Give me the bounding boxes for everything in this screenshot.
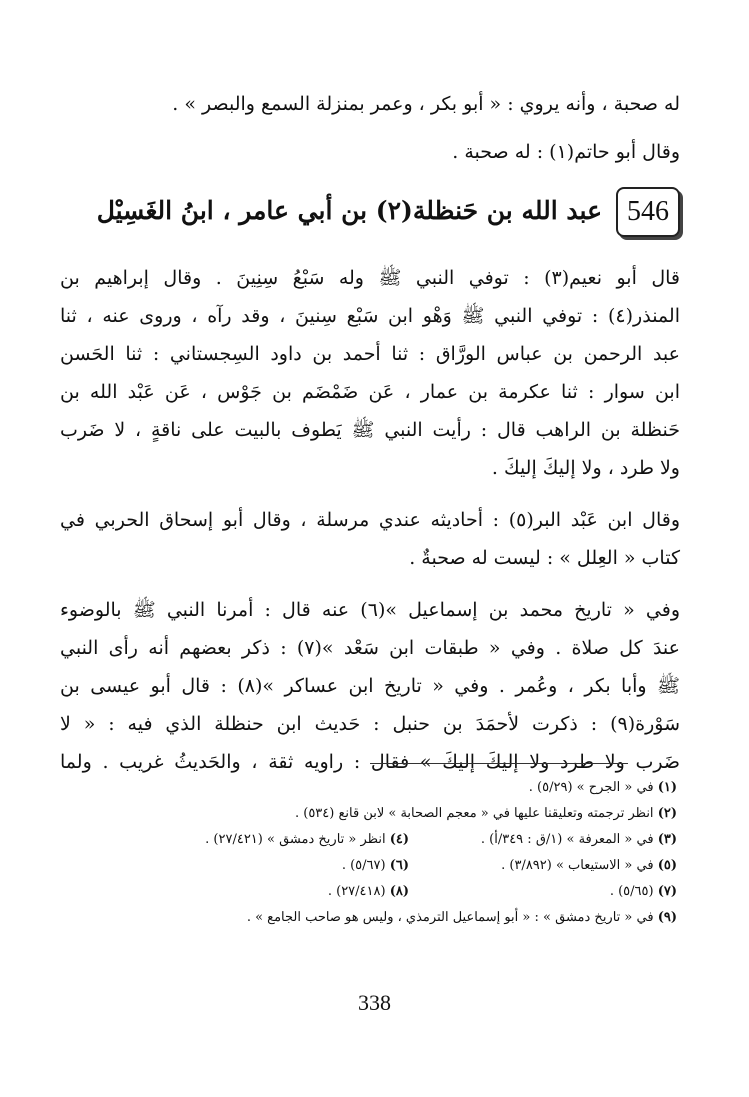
text-line: ولا طرد ، ولا إليكَ إليكَ . xyxy=(491,457,680,479)
entry-heading xyxy=(60,183,680,243)
text-line: وقال ابن عَبْد البر(٥) : أحاديثه عندي مرسلة ، وقال أبو إسحاق الحربي في xyxy=(60,509,680,531)
text-line: كتاب « العِلل » : ليست له صحبةٌ . xyxy=(409,547,680,569)
footnote: (١) في « الجرح » (٥/٢٩) . xyxy=(528,780,677,795)
footnote: (٢) انظر ترجمته وتعليقنا عليها في « معجم الصحابة » لابن قانع (٥٣٤) . xyxy=(294,806,677,821)
footnote: (٤) انظر « تاريخ دمشق » (٢٧/٤٢١) . xyxy=(205,832,409,847)
text-line: المنذر(٤) : توفي النبي ﷺ وَهْو ابن سَبْع سِنينَ ، وقد رآه ، وروى عنه ، ثنا xyxy=(60,305,680,327)
footnote: (٨) (٢٧/٤١٨) . xyxy=(327,884,409,899)
text-line: ﷺ وأبا بكر ، وعُمر . وفي « تاريخ ابن عساكر »(٨) : قال أبو عيسى بن xyxy=(60,675,680,697)
text-line: وقال أبو حاتم(١) : له صحبة . xyxy=(452,141,680,163)
text-line: حَنظلة بن الراهب قال : رأيت النبي ﷺ يَطوف بالبيت على ناقةٍ ، لا ضَرب xyxy=(60,419,680,441)
footnote: (٩) في « تاريخ دمشق » : « أبو إسماعيل الترمذي ، وليس هو صاحب الجامع » . xyxy=(246,910,677,925)
footnote: (٧) (٥/٦٥) . xyxy=(609,884,677,899)
text-line: له صحبة ، وأنه يروي : « أبو بكر ، وعمر بمنزلة السمع والبصر » . xyxy=(172,93,680,115)
entry-title: عبد الله بن حَنظلة(٢) بن أبي عامر ، ابنُ الغَسِيْل xyxy=(96,196,602,225)
text-line: وفي « تاريخ محمد بن إسماعيل »(٦) عنه قال : أمرنا النبي ﷺ بالوضوء xyxy=(60,599,680,621)
entry-number-box: 546 xyxy=(616,187,680,237)
text-line: عندَ كل صلاة . وفي « طبقات ابن سَعْد »(٧) : ذكر بعضهم أنه رأى النبي xyxy=(60,637,680,659)
footnote: (٦) (٥/٦٧) . xyxy=(341,858,409,873)
text-line: سَوْرة(٩) : ذكرت لأحمَدَ بن حنبل : حَديث ابن حنظلة الذي فيه : « لا xyxy=(60,713,680,735)
text-line: قال أبو نعيم(٣) : توفي النبي ﷺ وله سَبْعُ سِنِينَ . وقال إبراهيم بن xyxy=(60,267,681,289)
footnote: (٣) في « المعرفة » (١/ق : ٣٤٩/أ) . xyxy=(480,832,677,847)
text-line: عبد الرحمن بن عباس الورَّاق : ثنا أحمد بن داود السِجستاني : ثنا الحَسن xyxy=(60,343,680,365)
text-line: ضَرب ولا طرد ولا إليكَ إليكَ » فقال : راويه ثقة ، والحَديثُ غريب . ولما xyxy=(60,751,680,773)
text-line: ابن سوار : ثنا عكرمة بن عمار ، عَن ضَمْضَم بن جَوْس ، عَن عَبْد الله بن xyxy=(60,381,680,403)
footnote-separator xyxy=(370,763,628,764)
page-number: 338 xyxy=(358,990,391,1015)
footnote: (٥) في « الاستيعاب » (٣/٨٩٢) . xyxy=(501,858,677,873)
